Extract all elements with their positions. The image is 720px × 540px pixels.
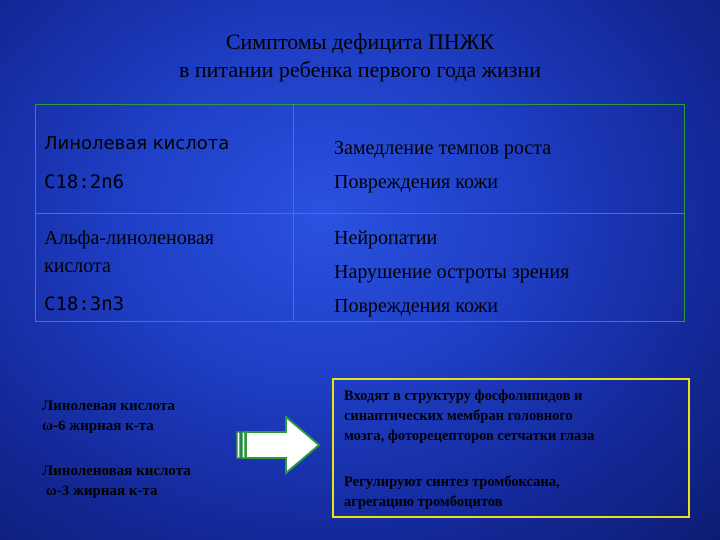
omega6-name: Линолевая кислота xyxy=(42,398,176,414)
row2-acid-name-line1: Альфа-линоленовая xyxy=(44,227,214,249)
row1-symptom-1: Замедление темпов роста xyxy=(334,137,552,159)
row2-acid-name-line2: кислота xyxy=(44,255,111,277)
table-row-divider xyxy=(36,213,684,214)
row2-formula: C18:3n3 xyxy=(44,293,125,315)
pufa-table xyxy=(35,104,685,322)
row1-acid-name: Линолевая кислота xyxy=(44,133,230,154)
row2-symptom-3: Повреждения кожи xyxy=(334,295,498,317)
row1-formula: C18:2n6 xyxy=(44,171,125,193)
title-line-2: в питании ребенка первого года жизни xyxy=(179,57,541,82)
omega3-name: Линоленовая кислота xyxy=(42,463,191,479)
function-para1-line3: мозга, фоторецепторов сетчатки глаза xyxy=(344,428,595,444)
row2-symptom-2: Нарушение остроты зрения xyxy=(334,261,570,283)
function-para1-line2: синаптических мембран головного xyxy=(344,408,573,424)
title-line-1: Симптомы дефицита ПНЖК xyxy=(225,29,495,54)
function-box xyxy=(332,378,690,518)
right-arrow-icon xyxy=(236,415,322,475)
row2-symptom-1: Нейропатии xyxy=(334,227,438,249)
omega6-type: ω-6 жирная к-та xyxy=(42,418,154,434)
function-para-1 xyxy=(344,386,684,446)
function-para1-line1: Входят в структуру фосфолипидов и xyxy=(344,388,583,404)
row1-symptom-2: Повреждения кожи xyxy=(334,171,498,193)
function-para2-line2: агрегацию тромбоцитов xyxy=(344,494,503,510)
function-para-2 xyxy=(344,472,684,512)
function-para2-line1: Регулируют синтез тромбоксана, xyxy=(344,474,560,490)
slide-title xyxy=(0,28,720,84)
omega6-label xyxy=(42,396,175,436)
omega3-type: ω-3 жирная к-та xyxy=(42,483,158,499)
omega3-label xyxy=(42,461,191,501)
